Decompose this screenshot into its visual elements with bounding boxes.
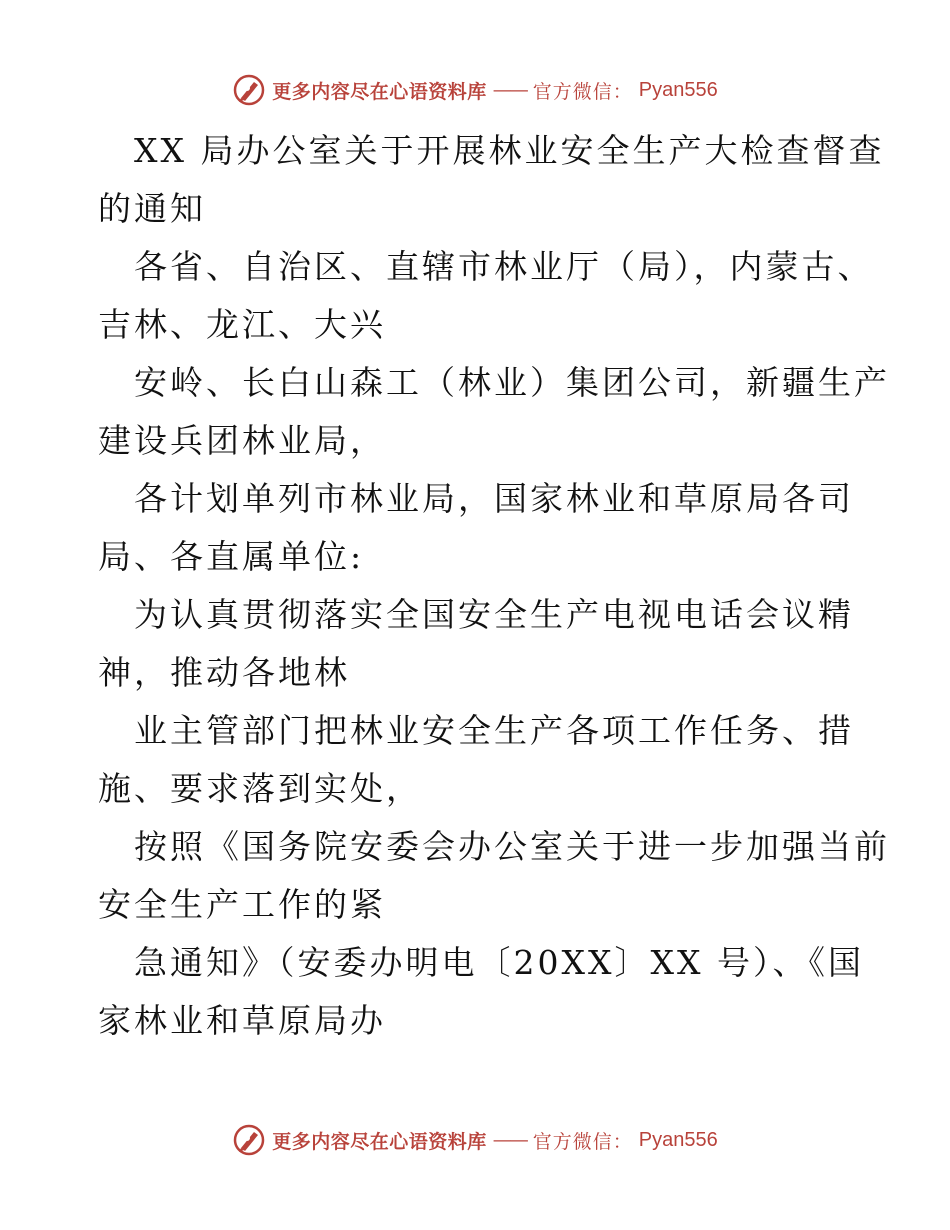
watermark-label: 官方微信： — [532, 1130, 633, 1153]
document-line: 各计划单列市林业局，国家林业和草原局各司 — [134, 479, 854, 518]
watermark-dash: —— — [492, 79, 527, 101]
header-watermark — [0, 70, 950, 110]
pen-logo-icon — [232, 73, 266, 107]
document-line: 局、各直属单位: — [98, 537, 365, 576]
watermark-dash: —— — [492, 1129, 527, 1151]
document-line: 按照《国务院安委会办公室关于进一步加强当前 — [134, 827, 890, 866]
watermark-brand: 更多内容尽在心语资料库 — [272, 80, 487, 103]
watermark-brand: 更多内容尽在心语资料库 — [272, 1130, 487, 1153]
pen-logo-icon — [232, 1123, 266, 1157]
watermark-id: Pyan556 — [638, 78, 718, 101]
document-line: 施、要求落到实处， — [98, 769, 422, 808]
document-line: 业主管部门把林业安全生产各项工作任务、措 — [134, 711, 854, 750]
document-body — [98, 122, 890, 1050]
document-line: 安岭、长白山森工（林业）集团公司，新疆生产 — [134, 363, 890, 402]
watermark-label: 官方微信： — [532, 80, 633, 103]
document-line: 安全生产工作的紧 — [98, 885, 386, 924]
document-line: 吉林、龙江、大兴 — [98, 305, 386, 344]
document-line: 的通知 — [98, 189, 206, 228]
document-line: 家林业和草原局办 — [98, 1001, 386, 1040]
document-line: 建设兵团林业局， — [98, 421, 386, 460]
document-line: XX 局办公室关于开展林业安全生产大检查督查 — [134, 131, 885, 170]
footer-watermark — [0, 1120, 950, 1160]
document-line: 神，推动各地林 — [98, 653, 350, 692]
document-line: 为认真贯彻落实全国安全生产电视电话会议精 — [134, 595, 854, 634]
document-line: 各省、自治区、直辖市林业厅（局），内蒙古、 — [134, 247, 874, 286]
document-line: 急通知》（安委办明电〔20XX〕XX 号）、《国 — [134, 943, 864, 982]
watermark-id: Pyan556 — [638, 1128, 718, 1151]
